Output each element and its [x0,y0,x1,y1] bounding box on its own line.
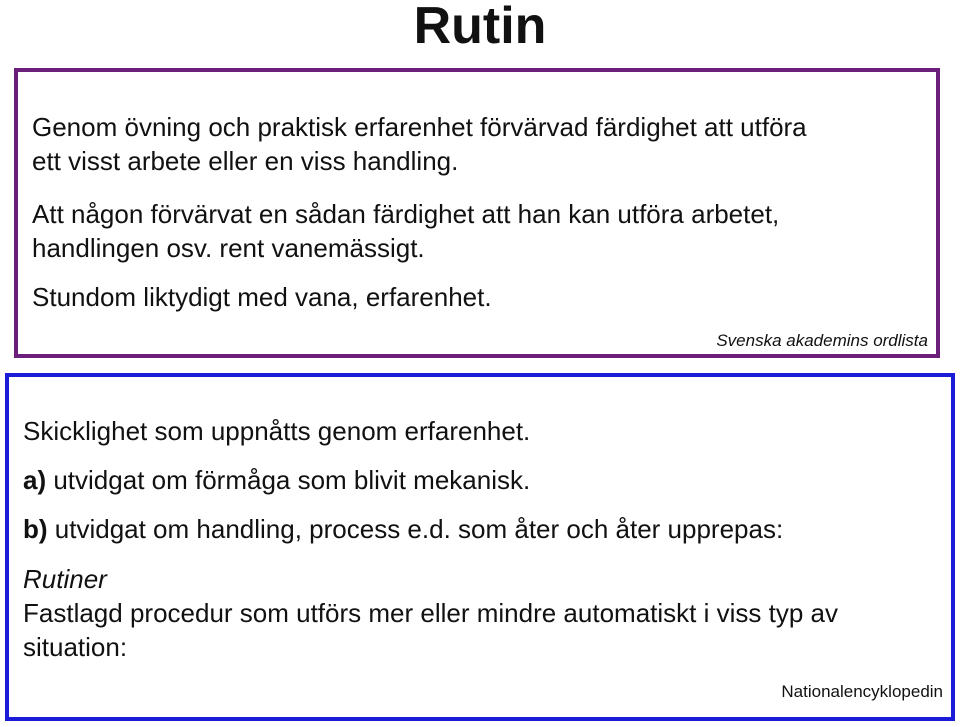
definition-item-a [23,463,530,497]
definition-box-svenska-akademien [14,68,940,358]
item-marker: b) [23,514,48,544]
definition-paragraph-1 [32,110,807,178]
definition-line: handlingen osv. rent vanemässigt. [32,233,425,263]
term-definition-line: Fastlagd procedur som utförs mer eller mindre automatiskt i viss typ av [23,598,838,628]
source-citation: Nationalencyklopedin [781,682,943,701]
definition-paragraph-3 [32,280,492,314]
definition-line: Att någon förvärvat en sådan färdighet att han kan utföra arbetet, [32,199,780,229]
item-marker: a) [23,465,47,495]
definition-line: Genom övning och praktisk erfarenhet förvärvad färdighet att utföra [32,112,807,142]
item-text: utvidgat om förmåga som blivit mekanisk. [46,465,531,495]
source-citation: Svenska akademins ordlista [716,331,928,350]
term-definition-line: situation: [23,632,128,662]
item-text: utvidgat om handling, process e.d. som åter och åter upprepas: [47,514,784,544]
definition-line: Skicklighet som uppnåtts genom erfarenhet. [23,416,531,446]
definition-line: Stundom liktydigt med vana, erfarenhet. [32,282,492,312]
page-title: Rutin [413,0,547,55]
definition-line: ett visst arbete eller en viss handling. [32,146,459,176]
definition-box-nationalencyklopedin [5,373,955,721]
definition-paragraph-2 [32,197,779,265]
term-heading: Rutiner [23,564,107,594]
definition-item-b [23,512,783,546]
